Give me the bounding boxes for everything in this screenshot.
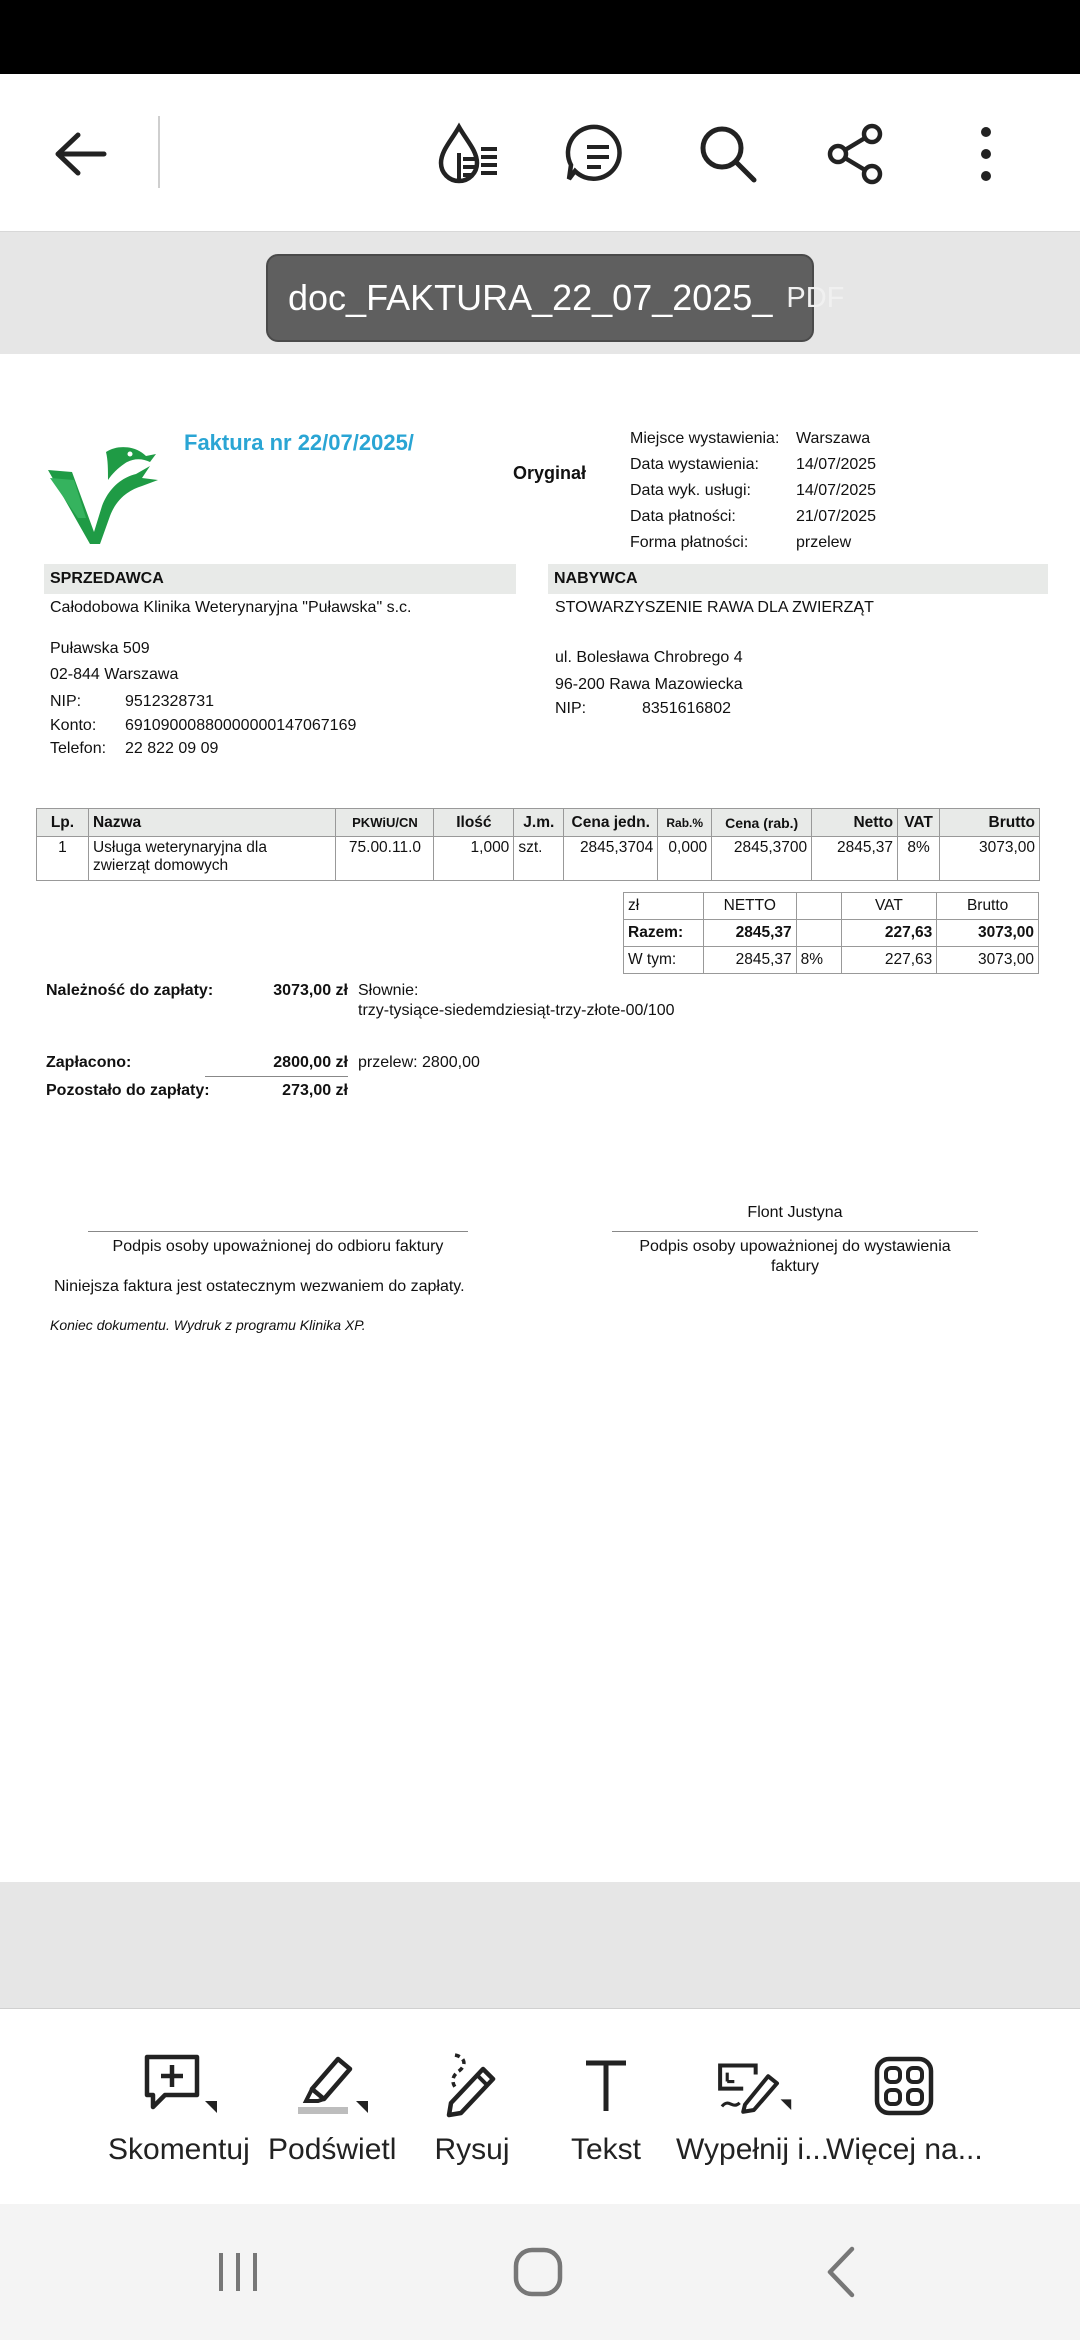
tool-label: Skomentuj [108, 2133, 250, 2166]
tool-label: Więcej na... [826, 2133, 983, 2166]
buyer-header: NABYWCA [548, 564, 1048, 594]
remaining-amount: 273,00 zł [282, 1082, 348, 1099]
more-vert-icon[interactable] [946, 114, 1026, 194]
col-net: Netto [812, 809, 898, 837]
recents-icon[interactable] [198, 2240, 278, 2304]
sum-h-net: NETTO [703, 893, 796, 920]
seller-phone: 22 822 09 09 [125, 740, 219, 757]
sum-total-rate [796, 920, 841, 947]
status-bar [0, 0, 1080, 74]
cell-price-disc: 2845,3700 [712, 837, 812, 881]
items-table [36, 808, 1040, 881]
highlighter-icon [292, 2051, 372, 2121]
meta-value: 21/07/2025 [796, 508, 877, 525]
col-unit: J.m. [514, 809, 564, 837]
paid-note: przelew: 2800,00 [358, 1054, 480, 1071]
meta-label: Data wyk. usługi: [630, 482, 751, 499]
sum-h-currency: zł [624, 893, 704, 920]
col-qty: Ilość [434, 809, 514, 837]
summary-header-row [624, 893, 1039, 920]
cell-pkwiu: 75.00.11.0 [336, 837, 434, 881]
pdf-page[interactable] [0, 354, 1080, 1882]
back-arrow-icon[interactable] [38, 114, 118, 194]
sum-total-vat: 227,63 [841, 920, 937, 947]
sum-total-gross: 3073,00 [937, 920, 1039, 947]
due-label: Należność do zapłaty: [46, 982, 214, 999]
seller-nip: 9512328731 [125, 693, 214, 710]
issuer-signature-line [612, 1231, 978, 1232]
cell-gross: 3073,00 [940, 837, 1040, 881]
cell-net: 2845,37 [812, 837, 898, 881]
invoice-meta-labels [630, 426, 779, 556]
top-app-bar [0, 74, 1080, 232]
sum-incl-vat: 227,63 [841, 947, 937, 974]
seller-city: 02-844 Warszawa [50, 666, 179, 683]
tool-more[interactable] [826, 2051, 983, 2167]
sum-incl-rate: 8% [796, 947, 841, 974]
final-notice: Niniejsza faktura jest ostatecznym wezwaniem do zapłaty. [54, 1278, 465, 1295]
buyer-city: 96-200 Rawa Mazowiecka [555, 676, 743, 693]
receiver-signature-line [88, 1231, 468, 1232]
tool-label: Podświetl [268, 2133, 397, 2166]
tool-text[interactable] [566, 2051, 646, 2167]
tool-label: Rysuj [434, 2133, 510, 2166]
add-comment-icon [139, 2051, 219, 2121]
end-note: Koniec dokumentu. Wydruk z programu Klinika XP. [50, 1317, 366, 1333]
issuer-name: Flont Justyna [747, 1204, 843, 1221]
table-row [37, 837, 1040, 881]
seller-account: 69109000880000000147067169 [125, 717, 357, 734]
meta-value: przelew [796, 534, 852, 551]
tool-comment[interactable] [108, 2051, 250, 2167]
seller-name: Całodobowa Klinika Weterynaryjna "Puławska" s.c. [50, 599, 412, 616]
file-name: doc_FAKTURA_22_07_2025_ [288, 277, 773, 318]
back-icon[interactable] [802, 2240, 882, 2304]
summary-table [623, 892, 1039, 974]
sum-h-gross: Brutto [937, 893, 1039, 920]
cell-vat: 8% [898, 837, 940, 881]
buyer-name: STOWARZYSZENIE RAWA DLA ZWIERZĄT [555, 599, 874, 616]
tool-draw[interactable] [432, 2051, 512, 2167]
share-icon[interactable] [816, 114, 896, 194]
tool-label: Tekst [570, 2133, 642, 2166]
words-label: Słownie: [358, 982, 419, 999]
invoice-title: Faktura nr 22/07/2025/ [184, 430, 414, 455]
original-label: Oryginał [513, 463, 587, 483]
meta-value: Warszawa [796, 430, 871, 447]
home-icon[interactable] [498, 2240, 578, 2304]
cell-price: 2845,3704 [564, 837, 658, 881]
sum-total-label: Razem: [624, 920, 704, 947]
system-nav-bar [0, 2204, 1080, 2340]
col-discount: Rab.% [658, 809, 712, 837]
file-extension: PDF [786, 281, 845, 314]
toolbar-divider [158, 116, 160, 188]
seller-phone-label: Telefon: [50, 740, 107, 757]
sum-incl-label: W tym: [624, 947, 704, 974]
col-pkwiu: PKWiU/CN [336, 809, 434, 837]
paid-label: Zapłacono: [46, 1054, 132, 1071]
tool-label: Wypełnij i... [676, 2133, 830, 2166]
col-lp: Lp. [37, 809, 89, 837]
tool-highlight[interactable] [268, 2051, 396, 2167]
cell-discount: 0,000 [658, 837, 712, 881]
cell-unit: szt. [514, 837, 564, 881]
paid-amount: 2800,00 zł [273, 1054, 348, 1071]
sum-incl-gross: 3073,00 [937, 947, 1039, 974]
pencil-draw-icon [432, 2051, 512, 2121]
seller-street: Puławska 509 [50, 640, 150, 657]
receiver-signature-caption: Podpis osoby upoważnionej do odbioru faktury [112, 1238, 444, 1255]
summary-incl-row [624, 947, 1039, 974]
sum-total-net: 2845,37 [703, 920, 796, 947]
cell-name [88, 837, 336, 881]
meta-value: 14/07/2025 [796, 482, 877, 499]
tool-fill-sign[interactable] [676, 2051, 829, 2167]
sum-incl-net: 2845,37 [703, 947, 796, 974]
col-price-disc: Cena (rab.) [712, 809, 812, 837]
file-name-bar [0, 232, 1080, 354]
fill-sign-icon [713, 2051, 793, 2121]
buyer-street: ul. Bolesława Chrobrego 4 [555, 649, 743, 666]
buyer-nip: 8351616802 [642, 700, 731, 717]
buyer-nip-label: NIP: [555, 700, 587, 717]
meta-label: Miejsce wystawienia: [630, 430, 780, 447]
remaining-label: Pozostało do zapłaty: [46, 1082, 210, 1099]
seller-header: SPRZEDAWCA [44, 564, 516, 594]
text-icon [566, 2051, 646, 2121]
page-gap [0, 1882, 1080, 2008]
due-amount: 3073,00 zł [273, 982, 348, 999]
more-apps-icon [864, 2051, 944, 2121]
annotation-toolbar [0, 2008, 1080, 2204]
invoice-document [0, 354, 1080, 1882]
paid-underline [205, 1076, 348, 1077]
sum-h-rate [796, 893, 841, 920]
issuer-signature-caption-1: Podpis osoby upoważnionej do wystawienia [639, 1238, 951, 1255]
summary-total-row [624, 920, 1039, 947]
meta-value: 14/07/2025 [796, 456, 877, 473]
meta-label: Data wystawienia: [630, 456, 759, 473]
seller-nip-label: NIP: [50, 693, 82, 710]
col-name: Nazwa [88, 809, 336, 837]
sum-h-vat: VAT [841, 893, 937, 920]
col-vat: VAT [898, 809, 940, 837]
cell-name-line2: zwierząt domowych [92, 857, 229, 874]
seller-account-label: Konto: [50, 717, 97, 734]
amount-in-words: trzy-tysiące-siedemdziesiąt-trzy-złote-00/100 [358, 1002, 675, 1019]
file-name-pill[interactable] [266, 254, 845, 342]
comment-list-icon[interactable] [556, 114, 636, 194]
meta-label: Data płatności: [630, 508, 736, 525]
items-header-row [37, 809, 1040, 837]
cell-name-line1: Usługa weterynaryjna dla [92, 839, 267, 856]
meta-label: Forma płatności: [630, 534, 749, 551]
col-gross: Brutto [940, 809, 1040, 837]
col-price: Cena jedn. [564, 809, 658, 837]
ink-drop-icon[interactable] [428, 114, 508, 194]
clinic-logo-icon [46, 440, 162, 551]
issuer-signature-caption-2: faktury [770, 1258, 819, 1275]
search-icon[interactable] [688, 114, 768, 194]
cell-lp: 1 [37, 837, 89, 881]
invoice-meta-values [796, 426, 876, 556]
cell-qty: 1,000 [434, 837, 514, 881]
